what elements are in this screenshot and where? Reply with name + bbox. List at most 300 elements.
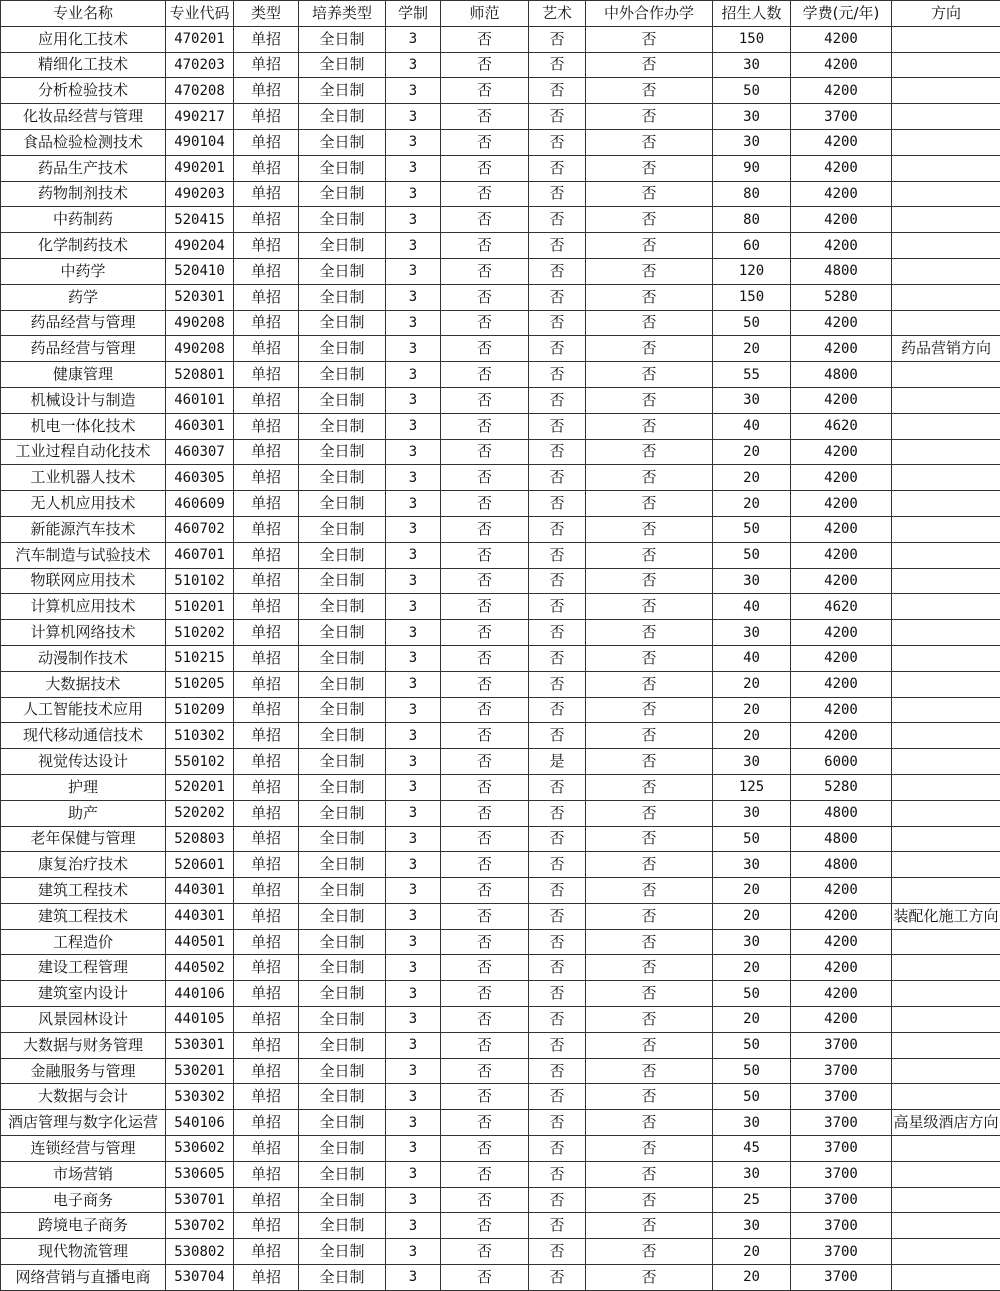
cell-major-name: 酒店管理与数字化运营: [1, 1110, 166, 1136]
cell-type: 单招: [234, 310, 299, 336]
cell-direction: [892, 878, 1000, 904]
cell-duration: 3: [386, 749, 441, 775]
cell-enrollment: 60: [713, 233, 791, 259]
cell-enrollment: 20: [713, 671, 791, 697]
cell-joint-program: 否: [586, 1239, 713, 1265]
column-header-major-name: 专业名称: [1, 1, 166, 27]
column-header-major-code: 专业代码: [166, 1, 234, 27]
cell-type: 单招: [234, 749, 299, 775]
cell-normal: 否: [441, 878, 529, 904]
cell-joint-program: 否: [586, 362, 713, 388]
cell-direction: [892, 78, 1000, 104]
cell-enrollment: 120: [713, 258, 791, 284]
table-row: [1, 258, 1000, 284]
cell-art: 否: [529, 800, 586, 826]
table-row: [1, 955, 1000, 981]
cell-direction: [892, 362, 1000, 388]
cell-enrollment: 40: [713, 594, 791, 620]
cell-major-name: 建筑工程技术: [1, 903, 166, 929]
cell-art: 否: [529, 852, 586, 878]
cell-study-type: 全日制: [299, 774, 386, 800]
cell-major-name: 工程造价: [1, 929, 166, 955]
cell-direction: [892, 1161, 1000, 1187]
cell-art: 否: [529, 491, 586, 517]
cell-type: 单招: [234, 413, 299, 439]
cell-direction: [892, 129, 1000, 155]
cell-type: 单招: [234, 852, 299, 878]
cell-joint-program: 否: [586, 723, 713, 749]
cell-joint-program: 否: [586, 568, 713, 594]
cell-joint-program: 否: [586, 413, 713, 439]
cell-art: 否: [529, 1058, 586, 1084]
cell-major-code: 520801: [166, 362, 234, 388]
cell-study-type: 全日制: [299, 1213, 386, 1239]
cell-duration: 3: [386, 207, 441, 233]
cell-normal: 否: [441, 1032, 529, 1058]
cell-type: 单招: [234, 155, 299, 181]
cell-type: 单招: [234, 104, 299, 130]
table-row: [1, 929, 1000, 955]
cell-duration: 3: [386, 594, 441, 620]
cell-normal: 否: [441, 336, 529, 362]
table-row: [1, 207, 1000, 233]
cell-normal: 否: [441, 155, 529, 181]
cell-study-type: 全日制: [299, 1058, 386, 1084]
cell-major-code: 530702: [166, 1213, 234, 1239]
cell-joint-program: 否: [586, 1161, 713, 1187]
cell-duration: 3: [386, 104, 441, 130]
cell-tuition: 4800: [791, 826, 892, 852]
cell-major-name: 工业机器人技术: [1, 465, 166, 491]
cell-tuition: 4800: [791, 852, 892, 878]
cell-enrollment: 90: [713, 155, 791, 181]
cell-study-type: 全日制: [299, 104, 386, 130]
table-row: [1, 181, 1000, 207]
cell-direction: [892, 491, 1000, 517]
cell-art: 否: [529, 439, 586, 465]
cell-normal: 否: [441, 981, 529, 1007]
cell-art: 否: [529, 104, 586, 130]
cell-duration: 3: [386, 903, 441, 929]
cell-enrollment: 125: [713, 774, 791, 800]
cell-major-code: 510215: [166, 645, 234, 671]
cell-joint-program: 否: [586, 749, 713, 775]
cell-enrollment: 50: [713, 542, 791, 568]
cell-enrollment: 30: [713, 387, 791, 413]
cell-enrollment: 20: [713, 1265, 791, 1291]
cell-direction: [892, 955, 1000, 981]
cell-joint-program: 否: [586, 671, 713, 697]
table-row: [1, 491, 1000, 517]
cell-study-type: 全日制: [299, 413, 386, 439]
cell-direction: [892, 620, 1000, 646]
cell-direction: [892, 826, 1000, 852]
cell-major-name: 计算机网络技术: [1, 620, 166, 646]
cell-joint-program: 否: [586, 594, 713, 620]
cell-art: 否: [529, 181, 586, 207]
cell-type: 单招: [234, 1239, 299, 1265]
cell-tuition: 4620: [791, 594, 892, 620]
cell-direction: [892, 852, 1000, 878]
cell-type: 单招: [234, 826, 299, 852]
cell-normal: 否: [441, 181, 529, 207]
cell-duration: 3: [386, 155, 441, 181]
cell-normal: 否: [441, 78, 529, 104]
cell-art: 否: [529, 1265, 586, 1291]
cell-enrollment: 150: [713, 284, 791, 310]
cell-joint-program: 否: [586, 439, 713, 465]
cell-joint-program: 否: [586, 1265, 713, 1291]
cell-duration: 3: [386, 387, 441, 413]
cell-enrollment: 80: [713, 181, 791, 207]
cell-major-code: 550102: [166, 749, 234, 775]
cell-tuition: 3700: [791, 104, 892, 130]
cell-duration: 3: [386, 1239, 441, 1265]
cell-type: 单招: [234, 284, 299, 310]
cell-study-type: 全日制: [299, 723, 386, 749]
cell-type: 单招: [234, 1265, 299, 1291]
cell-tuition: 4200: [791, 568, 892, 594]
column-header-duration: 学制: [386, 1, 441, 27]
cell-joint-program: 否: [586, 491, 713, 517]
cell-study-type: 全日制: [299, 1187, 386, 1213]
cell-duration: 3: [386, 723, 441, 749]
cell-direction: [892, 104, 1000, 130]
cell-art: 否: [529, 52, 586, 78]
cell-type: 单招: [234, 516, 299, 542]
cell-duration: 3: [386, 1213, 441, 1239]
cell-study-type: 全日制: [299, 955, 386, 981]
cell-duration: 3: [386, 1032, 441, 1058]
cell-type: 单招: [234, 362, 299, 388]
cell-art: 否: [529, 620, 586, 646]
cell-major-code: 490104: [166, 129, 234, 155]
cell-type: 单招: [234, 903, 299, 929]
cell-major-name: 药品经营与管理: [1, 336, 166, 362]
cell-type: 单招: [234, 981, 299, 1007]
table-row: [1, 1239, 1000, 1265]
cell-direction: [892, 1032, 1000, 1058]
cell-joint-program: 否: [586, 1032, 713, 1058]
table-row: [1, 568, 1000, 594]
table-row: [1, 800, 1000, 826]
cell-major-code: 510102: [166, 568, 234, 594]
cell-study-type: 全日制: [299, 310, 386, 336]
table-row: [1, 903, 1000, 929]
cell-enrollment: 50: [713, 1032, 791, 1058]
cell-study-type: 全日制: [299, 129, 386, 155]
cell-enrollment: 55: [713, 362, 791, 388]
cell-normal: 否: [441, 362, 529, 388]
cell-study-type: 全日制: [299, 1007, 386, 1033]
cell-joint-program: 否: [586, 387, 713, 413]
cell-normal: 否: [441, 594, 529, 620]
table-row: [1, 852, 1000, 878]
table-row: [1, 1058, 1000, 1084]
cell-type: 单招: [234, 774, 299, 800]
cell-type: 单招: [234, 26, 299, 52]
cell-art: 否: [529, 955, 586, 981]
cell-type: 单招: [234, 439, 299, 465]
cell-duration: 3: [386, 981, 441, 1007]
cell-normal: 否: [441, 284, 529, 310]
cell-major-code: 490217: [166, 104, 234, 130]
cell-normal: 否: [441, 1110, 529, 1136]
cell-major-name: 现代移动通信技术: [1, 723, 166, 749]
cell-duration: 3: [386, 413, 441, 439]
header-row: [1, 1, 1000, 27]
cell-tuition: 4200: [791, 929, 892, 955]
cell-duration: 3: [386, 542, 441, 568]
column-header-joint-program: 中外合作办学: [586, 1, 713, 27]
cell-major-code: 460702: [166, 516, 234, 542]
cell-major-name: 护理: [1, 774, 166, 800]
cell-major-name: 物联网应用技术: [1, 568, 166, 594]
cell-normal: 否: [441, 1161, 529, 1187]
cell-major-name: 中药制药: [1, 207, 166, 233]
cell-joint-program: 否: [586, 258, 713, 284]
cell-major-code: 490208: [166, 310, 234, 336]
cell-tuition: 4200: [791, 645, 892, 671]
cell-normal: 否: [441, 439, 529, 465]
cell-major-code: 510209: [166, 697, 234, 723]
cell-major-name: 化妆品经营与管理: [1, 104, 166, 130]
cell-major-code: 510202: [166, 620, 234, 646]
cell-duration: 3: [386, 1161, 441, 1187]
cell-duration: 3: [386, 1110, 441, 1136]
cell-major-code: 490201: [166, 155, 234, 181]
cell-duration: 3: [386, 1265, 441, 1291]
cell-enrollment: 50: [713, 1084, 791, 1110]
table-row: [1, 129, 1000, 155]
cell-tuition: 3700: [791, 1265, 892, 1291]
cell-study-type: 全日制: [299, 749, 386, 775]
cell-tuition: 4200: [791, 439, 892, 465]
cell-type: 单招: [234, 1084, 299, 1110]
cell-enrollment: 20: [713, 955, 791, 981]
cell-direction: [892, 258, 1000, 284]
cell-duration: 3: [386, 336, 441, 362]
cell-study-type: 全日制: [299, 233, 386, 259]
cell-normal: 否: [441, 207, 529, 233]
cell-major-name: 大数据技术: [1, 671, 166, 697]
cell-art: 否: [529, 645, 586, 671]
cell-major-code: 510205: [166, 671, 234, 697]
cell-major-code: 520415: [166, 207, 234, 233]
cell-major-code: 520601: [166, 852, 234, 878]
cell-joint-program: 否: [586, 697, 713, 723]
cell-tuition: 4200: [791, 336, 892, 362]
cell-tuition: 4200: [791, 310, 892, 336]
cell-major-name: 无人机应用技术: [1, 491, 166, 517]
cell-major-code: 510201: [166, 594, 234, 620]
cell-type: 单招: [234, 594, 299, 620]
cell-study-type: 全日制: [299, 1084, 386, 1110]
cell-duration: 3: [386, 439, 441, 465]
cell-major-name: 连锁经营与管理: [1, 1136, 166, 1162]
cell-joint-program: 否: [586, 52, 713, 78]
table-header: [1, 1, 1000, 27]
cell-major-code: 530602: [166, 1136, 234, 1162]
cell-direction: [892, 439, 1000, 465]
cell-type: 单招: [234, 1032, 299, 1058]
cell-art: 否: [529, 1110, 586, 1136]
cell-major-name: 精细化工技术: [1, 52, 166, 78]
cell-normal: 否: [441, 104, 529, 130]
cell-duration: 3: [386, 800, 441, 826]
cell-direction: [892, 929, 1000, 955]
table-row: [1, 233, 1000, 259]
cell-tuition: 4200: [791, 26, 892, 52]
cell-normal: 否: [441, 52, 529, 78]
cell-art: 否: [529, 1239, 586, 1265]
cell-type: 单招: [234, 671, 299, 697]
table-row: [1, 723, 1000, 749]
cell-type: 单招: [234, 620, 299, 646]
cell-enrollment: 50: [713, 78, 791, 104]
cell-major-name: 药物制剂技术: [1, 181, 166, 207]
cell-direction: [892, 1058, 1000, 1084]
cell-joint-program: 否: [586, 26, 713, 52]
cell-normal: 否: [441, 516, 529, 542]
cell-duration: 3: [386, 258, 441, 284]
cell-tuition: 5280: [791, 774, 892, 800]
table-row: [1, 1265, 1000, 1291]
cell-joint-program: 否: [586, 955, 713, 981]
cell-normal: 否: [441, 465, 529, 491]
cell-normal: 否: [441, 929, 529, 955]
cell-major-name: 视觉传达设计: [1, 749, 166, 775]
cell-major-code: 540106: [166, 1110, 234, 1136]
cell-study-type: 全日制: [299, 284, 386, 310]
cell-study-type: 全日制: [299, 697, 386, 723]
cell-art: 否: [529, 542, 586, 568]
cell-duration: 3: [386, 78, 441, 104]
cell-type: 单招: [234, 1187, 299, 1213]
cell-art: 否: [529, 1187, 586, 1213]
cell-direction: [892, 1213, 1000, 1239]
cell-joint-program: 否: [586, 233, 713, 259]
cell-normal: 否: [441, 1265, 529, 1291]
cell-study-type: 全日制: [299, 1265, 386, 1291]
cell-normal: 否: [441, 1058, 529, 1084]
cell-tuition: 4200: [791, 129, 892, 155]
cell-study-type: 全日制: [299, 594, 386, 620]
table-row: [1, 439, 1000, 465]
cell-normal: 否: [441, 1213, 529, 1239]
cell-tuition: 4200: [791, 620, 892, 646]
cell-art: 否: [529, 207, 586, 233]
cell-enrollment: 30: [713, 929, 791, 955]
cell-type: 单招: [234, 1136, 299, 1162]
table-row: [1, 542, 1000, 568]
cell-tuition: 4200: [791, 78, 892, 104]
cell-joint-program: 否: [586, 465, 713, 491]
cell-tuition: 4800: [791, 258, 892, 284]
cell-tuition: 3700: [791, 1187, 892, 1213]
cell-major-name: 现代物流管理: [1, 1239, 166, 1265]
table-row: [1, 671, 1000, 697]
cell-tuition: 4200: [791, 723, 892, 749]
cell-art: 否: [529, 26, 586, 52]
cell-joint-program: 否: [586, 774, 713, 800]
cell-major-code: 460301: [166, 413, 234, 439]
cell-tuition: 4200: [791, 981, 892, 1007]
cell-direction: [892, 671, 1000, 697]
table-row: [1, 310, 1000, 336]
table-row: [1, 645, 1000, 671]
cell-major-code: 530302: [166, 1084, 234, 1110]
cell-art: 否: [529, 671, 586, 697]
cell-direction: [892, 1239, 1000, 1265]
cell-study-type: 全日制: [299, 1136, 386, 1162]
cell-art: 否: [529, 233, 586, 259]
table-row: [1, 878, 1000, 904]
cell-type: 单招: [234, 1161, 299, 1187]
cell-joint-program: 否: [586, 155, 713, 181]
cell-major-code: 530704: [166, 1265, 234, 1291]
cell-direction: [892, 800, 1000, 826]
cell-tuition: 3700: [791, 1136, 892, 1162]
cell-study-type: 全日制: [299, 26, 386, 52]
cell-tuition: 3700: [791, 1084, 892, 1110]
cell-normal: 否: [441, 1136, 529, 1162]
cell-normal: 否: [441, 129, 529, 155]
cell-major-code: 510302: [166, 723, 234, 749]
cell-joint-program: 否: [586, 181, 713, 207]
table-row: [1, 981, 1000, 1007]
cell-major-code: 460101: [166, 387, 234, 413]
column-header-direction: 方向: [892, 1, 1000, 27]
cell-major-code: 530701: [166, 1187, 234, 1213]
cell-enrollment: 20: [713, 1239, 791, 1265]
cell-study-type: 全日制: [299, 516, 386, 542]
cell-direction: [892, 645, 1000, 671]
cell-direction: [892, 52, 1000, 78]
cell-tuition: 4620: [791, 413, 892, 439]
cell-study-type: 全日制: [299, 568, 386, 594]
cell-direction: [892, 1084, 1000, 1110]
cell-art: 否: [529, 903, 586, 929]
cell-major-code: 470203: [166, 52, 234, 78]
cell-major-name: 中药学: [1, 258, 166, 284]
table-row: [1, 697, 1000, 723]
cell-enrollment: 50: [713, 1058, 791, 1084]
cell-major-name: 助产: [1, 800, 166, 826]
table-row: [1, 465, 1000, 491]
table-row: [1, 749, 1000, 775]
table-row: [1, 52, 1000, 78]
cell-normal: 否: [441, 1007, 529, 1033]
cell-enrollment: 20: [713, 723, 791, 749]
cell-joint-program: 否: [586, 878, 713, 904]
cell-tuition: 4200: [791, 181, 892, 207]
cell-direction: [892, 981, 1000, 1007]
cell-joint-program: 否: [586, 310, 713, 336]
cell-art: 否: [529, 1136, 586, 1162]
cell-direction: [892, 749, 1000, 775]
cell-tuition: 4200: [791, 387, 892, 413]
cell-direction: [892, 594, 1000, 620]
cell-duration: 3: [386, 697, 441, 723]
cell-enrollment: 50: [713, 516, 791, 542]
cell-tuition: 4200: [791, 491, 892, 517]
table-row: [1, 620, 1000, 646]
cell-direction: [892, 1265, 1000, 1291]
cell-art: 否: [529, 129, 586, 155]
cell-enrollment: 20: [713, 465, 791, 491]
cell-study-type: 全日制: [299, 852, 386, 878]
